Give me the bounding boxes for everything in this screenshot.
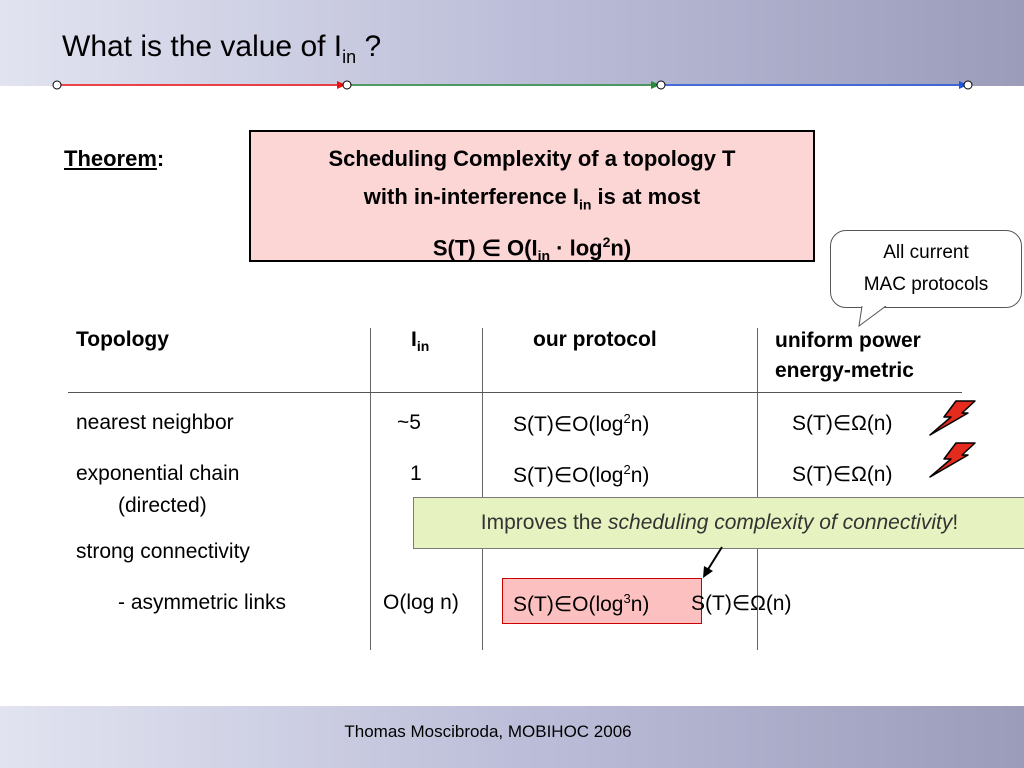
row-topology: - asymmetric links xyxy=(118,591,287,614)
row-uniform: S(T)∈Ω(n) xyxy=(792,463,893,486)
row-topology: nearest neighbor xyxy=(76,411,234,434)
lightning-bolt-icon xyxy=(926,398,978,438)
row-our-protocol: $S(T)\in O(\log^3n)$ xyxy=(513,591,650,616)
header-rule xyxy=(68,392,962,393)
table-divider xyxy=(370,328,371,650)
slide-title: What is the value of $I_{in}$ ? xyxy=(62,30,382,67)
row-topology: exponential chain xyxy=(76,462,240,485)
improves-banner: Improves the scheduling complexity of connectivity! xyxy=(413,497,1024,549)
header-iin: $I_{in}$ xyxy=(411,328,430,355)
row-topology-sub: (directed) xyxy=(118,494,207,517)
title-underline-arrows xyxy=(0,74,1024,98)
table-divider xyxy=(482,328,483,650)
row-uniform: S(T)∈Ω(n) xyxy=(691,592,792,615)
theorem-line-1: Scheduling Complexity of a topology T xyxy=(328,146,736,171)
row-topology: strong connectivity xyxy=(76,540,250,563)
theorem-line-3: S(T) ∈ $O(I_{in} \cdot \log^2n)$ xyxy=(432,234,632,265)
mac-protocols-callout: All current MAC protocols xyxy=(830,230,1022,308)
callout-tail xyxy=(858,306,898,328)
theorem-label: Theorem: xyxy=(64,146,165,171)
pointer-arrow xyxy=(700,545,730,581)
header-topology: Topology xyxy=(76,328,169,351)
header-our-protocol: our protocol xyxy=(533,328,657,351)
lightning-bolt-icon xyxy=(926,440,978,480)
row-iin: O(log n) xyxy=(383,591,459,614)
row-iin: ~5 xyxy=(397,411,421,434)
footer-citation: Thomas Moscibroda, MOBIHOC 2006 xyxy=(344,722,632,741)
row-our-protocol: $S(T)\in O(\log^2n)$ xyxy=(513,462,650,487)
row-uniform: S(T)∈Ω(n) xyxy=(792,412,893,435)
row-iin: 1 xyxy=(410,462,422,485)
theorem-box xyxy=(249,130,815,265)
row-our-protocol: $S(T)\in O(\log^2n)$ xyxy=(513,411,650,436)
theorem-line-2: with in-interference $I_{in}$ is at most xyxy=(363,184,701,213)
header-uniform-power: uniform power energy-metric xyxy=(775,329,921,382)
